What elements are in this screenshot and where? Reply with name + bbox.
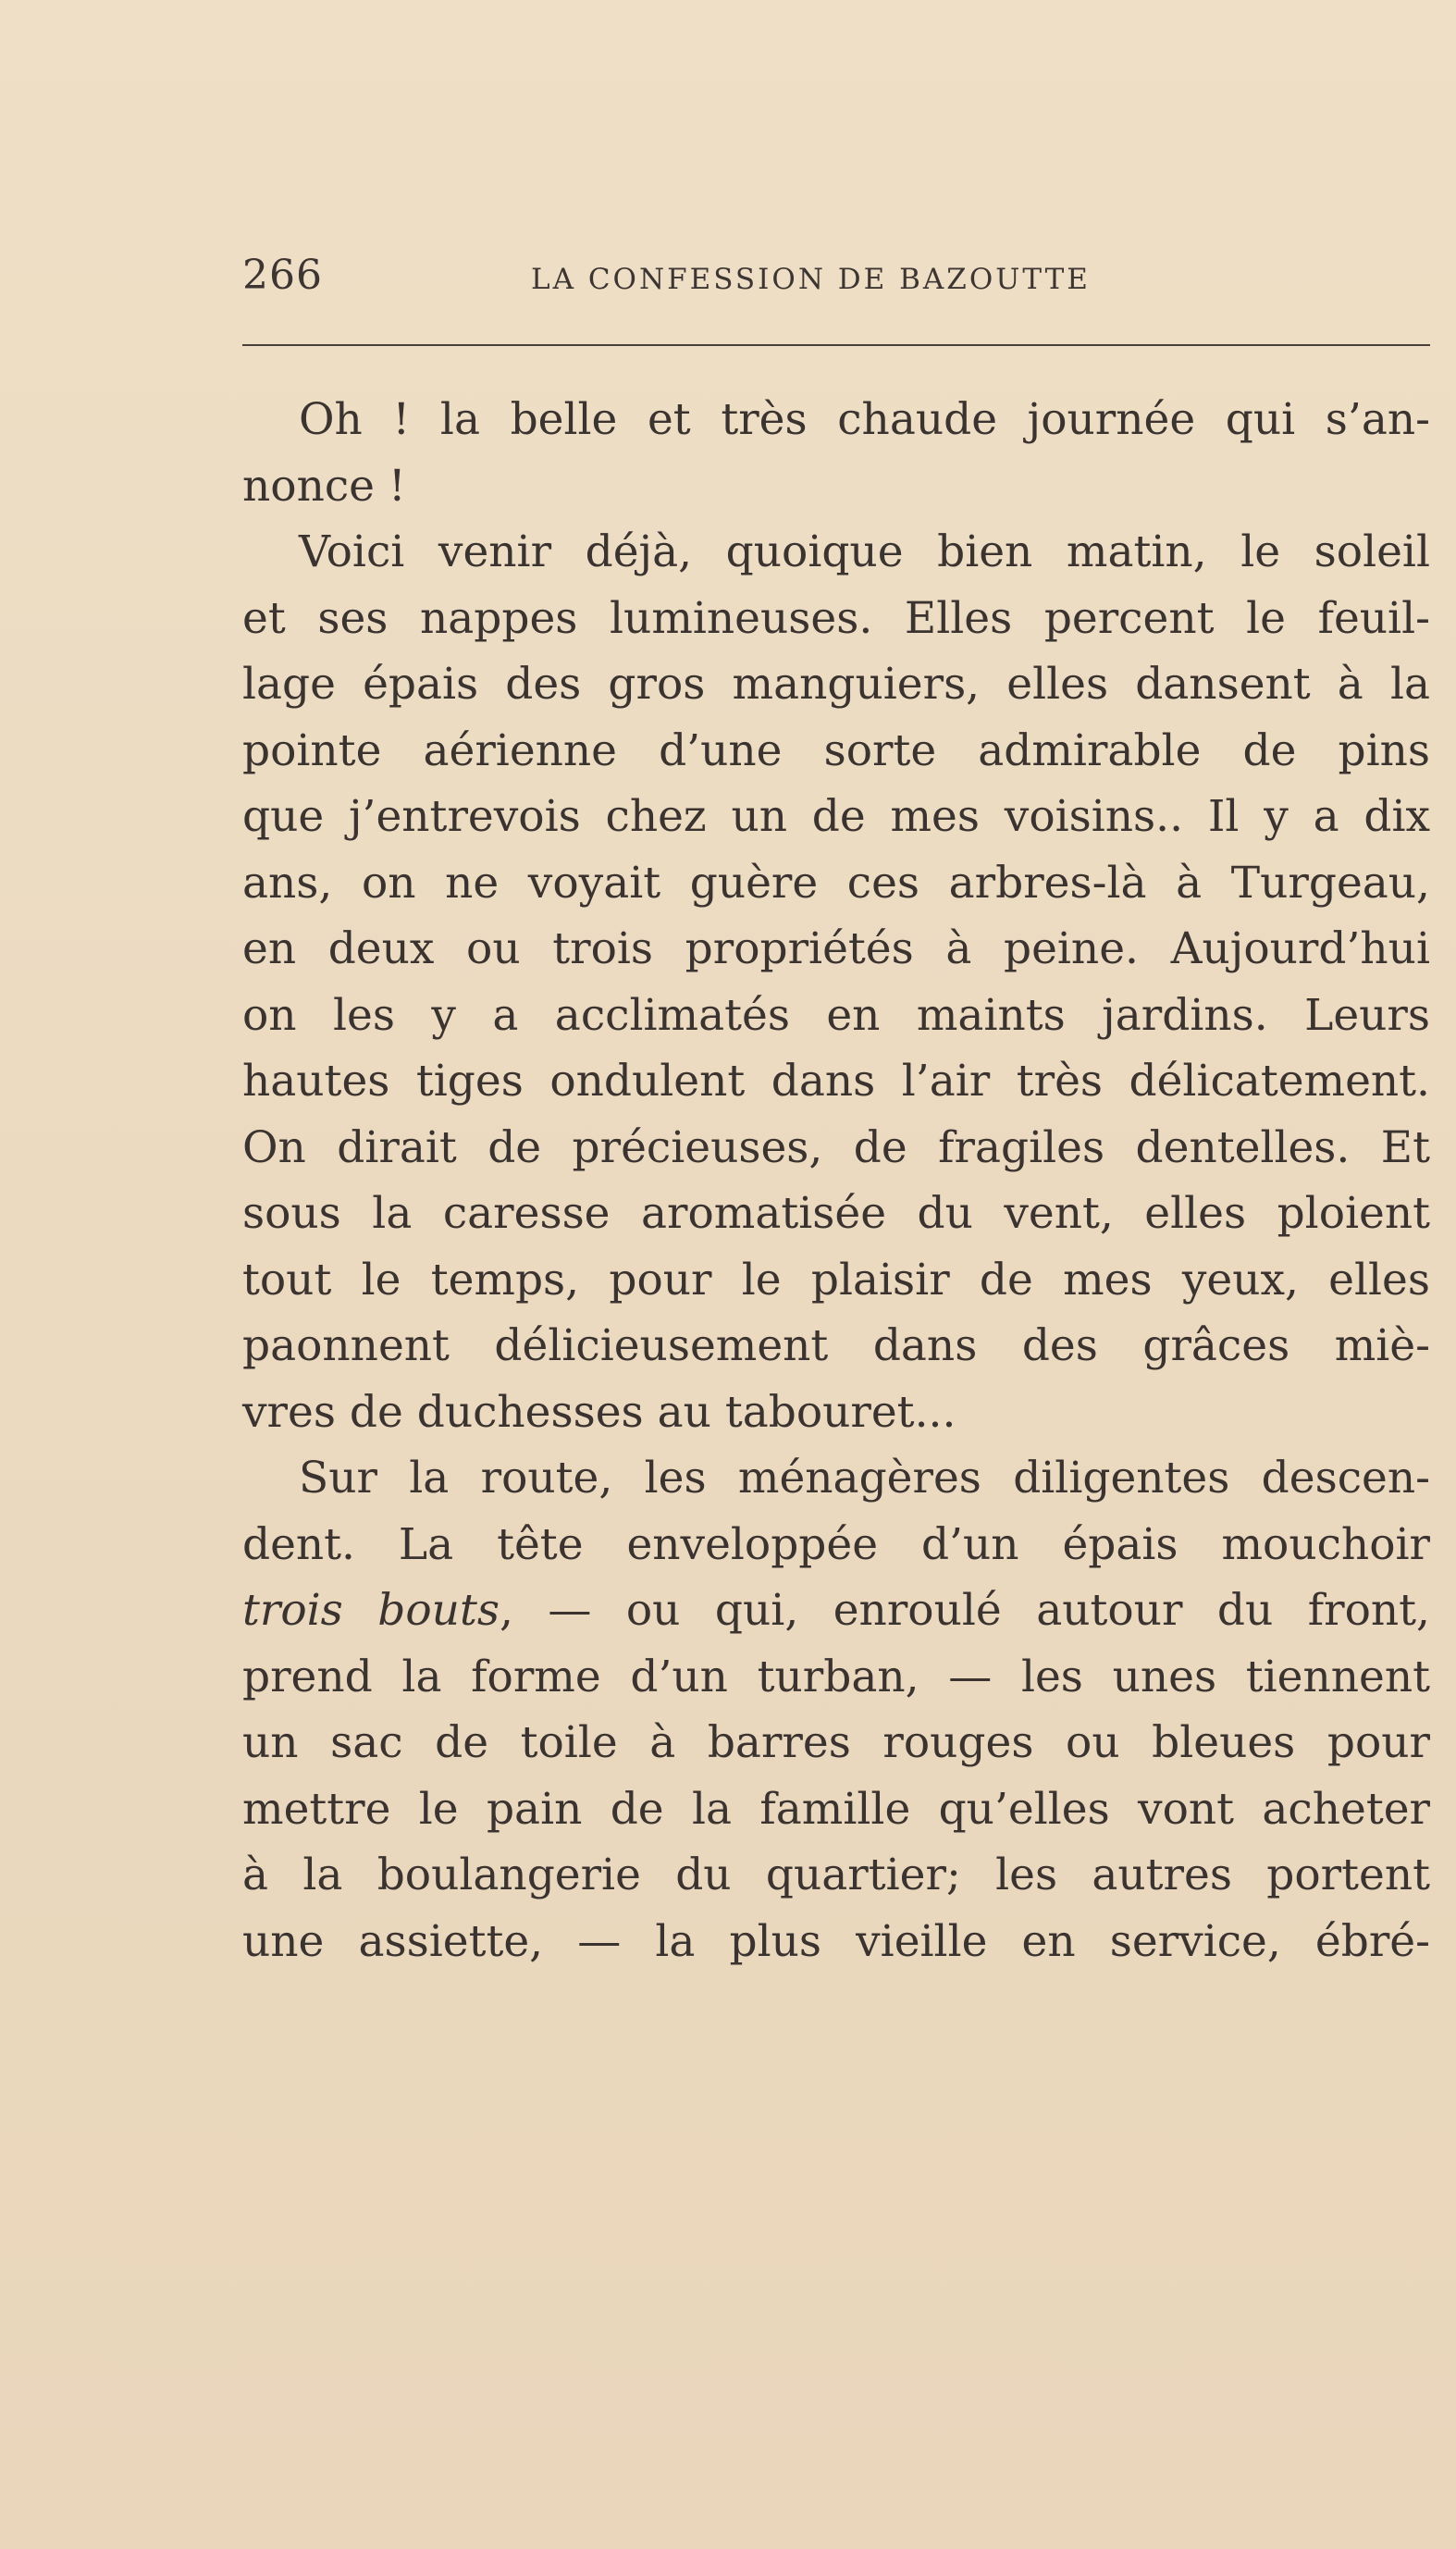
text-line: pointe aérienne d’une sorte admirable de pins bbox=[242, 724, 1430, 776]
page-number: 266 bbox=[242, 252, 323, 299]
text-line: hautes tiges ondulent dans l’air très délicatement. bbox=[242, 1056, 1430, 1107]
running-title: LA CONFESSION DE BAZOUTTE bbox=[531, 263, 1091, 296]
text-line: tout le temps, pour le plaisir de mes yeux, elles bbox=[242, 1254, 1430, 1305]
text-line: vres de duchesses au tabouret... bbox=[242, 1386, 956, 1438]
text-line: prend la forme d’un turban, — les unes tiennent bbox=[242, 1651, 1430, 1702]
text-line: mettre le pain de la famille qu’elles vont acheter bbox=[242, 1783, 1430, 1835]
text-line: lage épais des gros manguiers, elles dansent à la bbox=[242, 659, 1430, 710]
text-line: dent. La tête enveloppée d’un épais mouchoir bbox=[242, 1518, 1430, 1570]
text-line: une assiette, — la plus vieille en service, ébré- bbox=[242, 1915, 1430, 1967]
body-text bbox=[242, 387, 1430, 1974]
text-line: que j’entrevois chez un de mes voisins.. Il y a dix bbox=[242, 791, 1430, 842]
text-line-rest: , — ou qui, enroulé autour du front, bbox=[499, 1585, 1430, 1636]
page-header bbox=[242, 248, 1436, 313]
text-line: Oh ! la belle et très chaude journée qui s’an- bbox=[299, 394, 1430, 445]
text-line: sous la caresse aromatisée du vent, elles ploient bbox=[242, 1188, 1430, 1239]
text-line: et ses nappes lumineuses. Elles percent le feuil- bbox=[242, 592, 1430, 644]
text-line: un sac de toile à barres rouges ou bleues pour bbox=[242, 1717, 1430, 1768]
header-rule bbox=[242, 344, 1430, 346]
text-line: on les y a acclimatés en maints jardins. Leurs bbox=[242, 989, 1430, 1041]
text-line: Voici venir déjà, quoique bien matin, le soleil bbox=[299, 526, 1430, 577]
text-line: nonce ! bbox=[242, 460, 406, 512]
text-line: On dirait de précieuses, de fragiles dentelles. Et bbox=[242, 1121, 1430, 1173]
text-line: ans, on ne voyait guère ces arbres-là à Turgeau, bbox=[242, 857, 1430, 909]
text-line: Sur la route, les ménagères diligentes descen- bbox=[299, 1453, 1430, 1503]
text-line-mixed bbox=[242, 1578, 1430, 1644]
italic-phrase: trois bouts bbox=[242, 1585, 500, 1636]
text-line: à la boulangerie du quartier; les autres portent bbox=[242, 1850, 1430, 1900]
text-line: paonnent délicieusement dans des grâces miè- bbox=[242, 1320, 1430, 1371]
text-line: en deux ou trois propriétés à peine. Aujourd’hui bbox=[242, 923, 1430, 974]
